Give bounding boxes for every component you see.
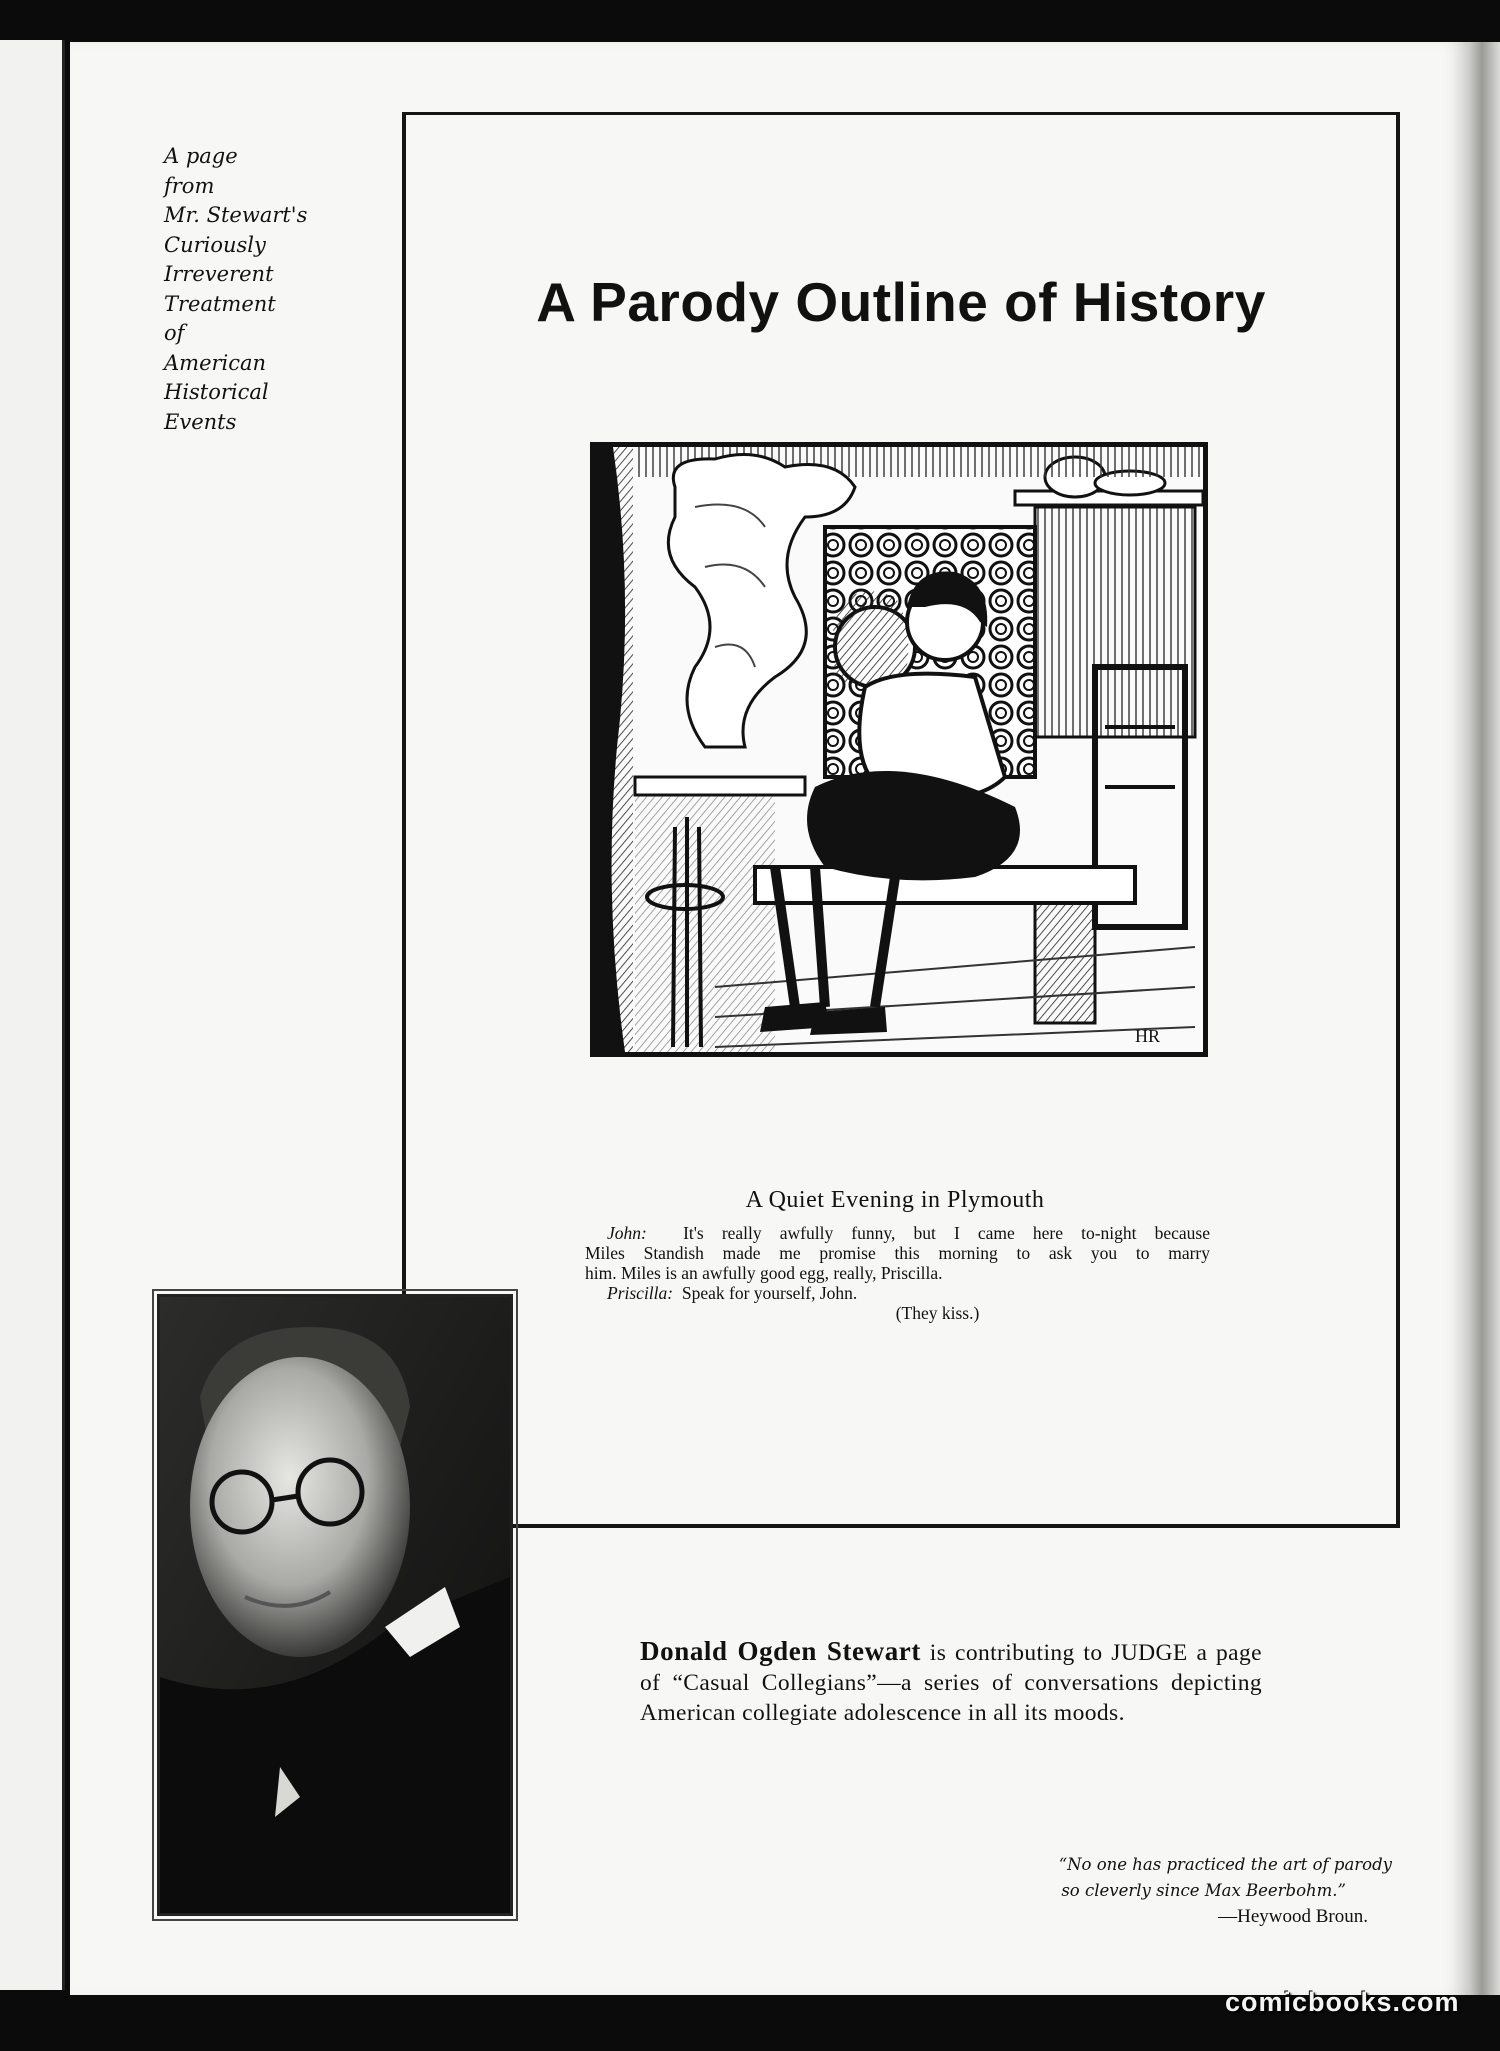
john-line-1: It's really awfully funny, but I came here to-night because — [683, 1223, 1210, 1243]
side-note-line: from — [164, 173, 215, 198]
author-bio — [640, 1636, 1262, 1728]
speaker-priscilla: Priscilla: — [607, 1283, 674, 1303]
john-line-3: him. Miles is an awfully good egg, really, Priscilla. — [585, 1263, 943, 1283]
side-note-line: Irreverent — [164, 262, 274, 286]
side-note — [164, 142, 394, 437]
side-note-line: Treatment — [164, 291, 276, 316]
quote-attribution: —Heywood Broun. — [1218, 1906, 1368, 1927]
side-note-line: Curiously — [164, 232, 266, 257]
author-portrait-drawing — [160, 1297, 510, 1913]
page-binding-edge — [1470, 42, 1500, 1997]
dialog-line — [585, 1223, 1210, 1243]
speaker-john: John: — [607, 1223, 647, 1243]
side-note-line: Events — [164, 409, 237, 434]
side-note-line: American — [164, 350, 267, 375]
cartoon-caption-title: A Quiet Evening in Plymouth — [745, 1187, 1045, 1213]
side-note-line: A page — [164, 144, 238, 168]
cartoon-illustration — [590, 442, 1208, 1057]
left-page-edge — [0, 40, 65, 1990]
priscilla-line: Speak for yourself, John. — [681, 1283, 858, 1303]
svg-text:HR: HR — [1135, 1026, 1161, 1046]
pull-quote — [1000, 1852, 1392, 1930]
quote-line-1: “No one has practiced the art of parody — [1058, 1855, 1392, 1874]
article-title: A Parody Outline of History — [536, 271, 1266, 333]
john-line-2: Miles Standish made me promise this morning to ask you to marry — [585, 1243, 1210, 1263]
watermark: comicbooks.com — [1225, 1987, 1460, 2017]
author-photo — [157, 1294, 513, 1916]
author-name: Donald Ogden Stewart — [640, 1636, 921, 1666]
side-note-line: of — [164, 321, 185, 345]
side-note-line: Mr. Stewart's — [164, 203, 308, 227]
cartoon-dialog — [585, 1223, 1210, 1323]
stage-direction: (They kiss.) — [895, 1303, 980, 1323]
author-bio-text: is contributing to JUDGE a page of “Casual Collegians”—a series of conversations depicting American collegiate adolescence in all its moods. — [640, 1640, 1262, 1726]
cartoon-drawing — [595, 447, 1203, 1052]
dialog-line — [585, 1283, 1210, 1303]
quote-line-2: so cleverly since Max Beerbohm.” — [1061, 1881, 1346, 1900]
side-note-line: Historical — [164, 380, 269, 404]
